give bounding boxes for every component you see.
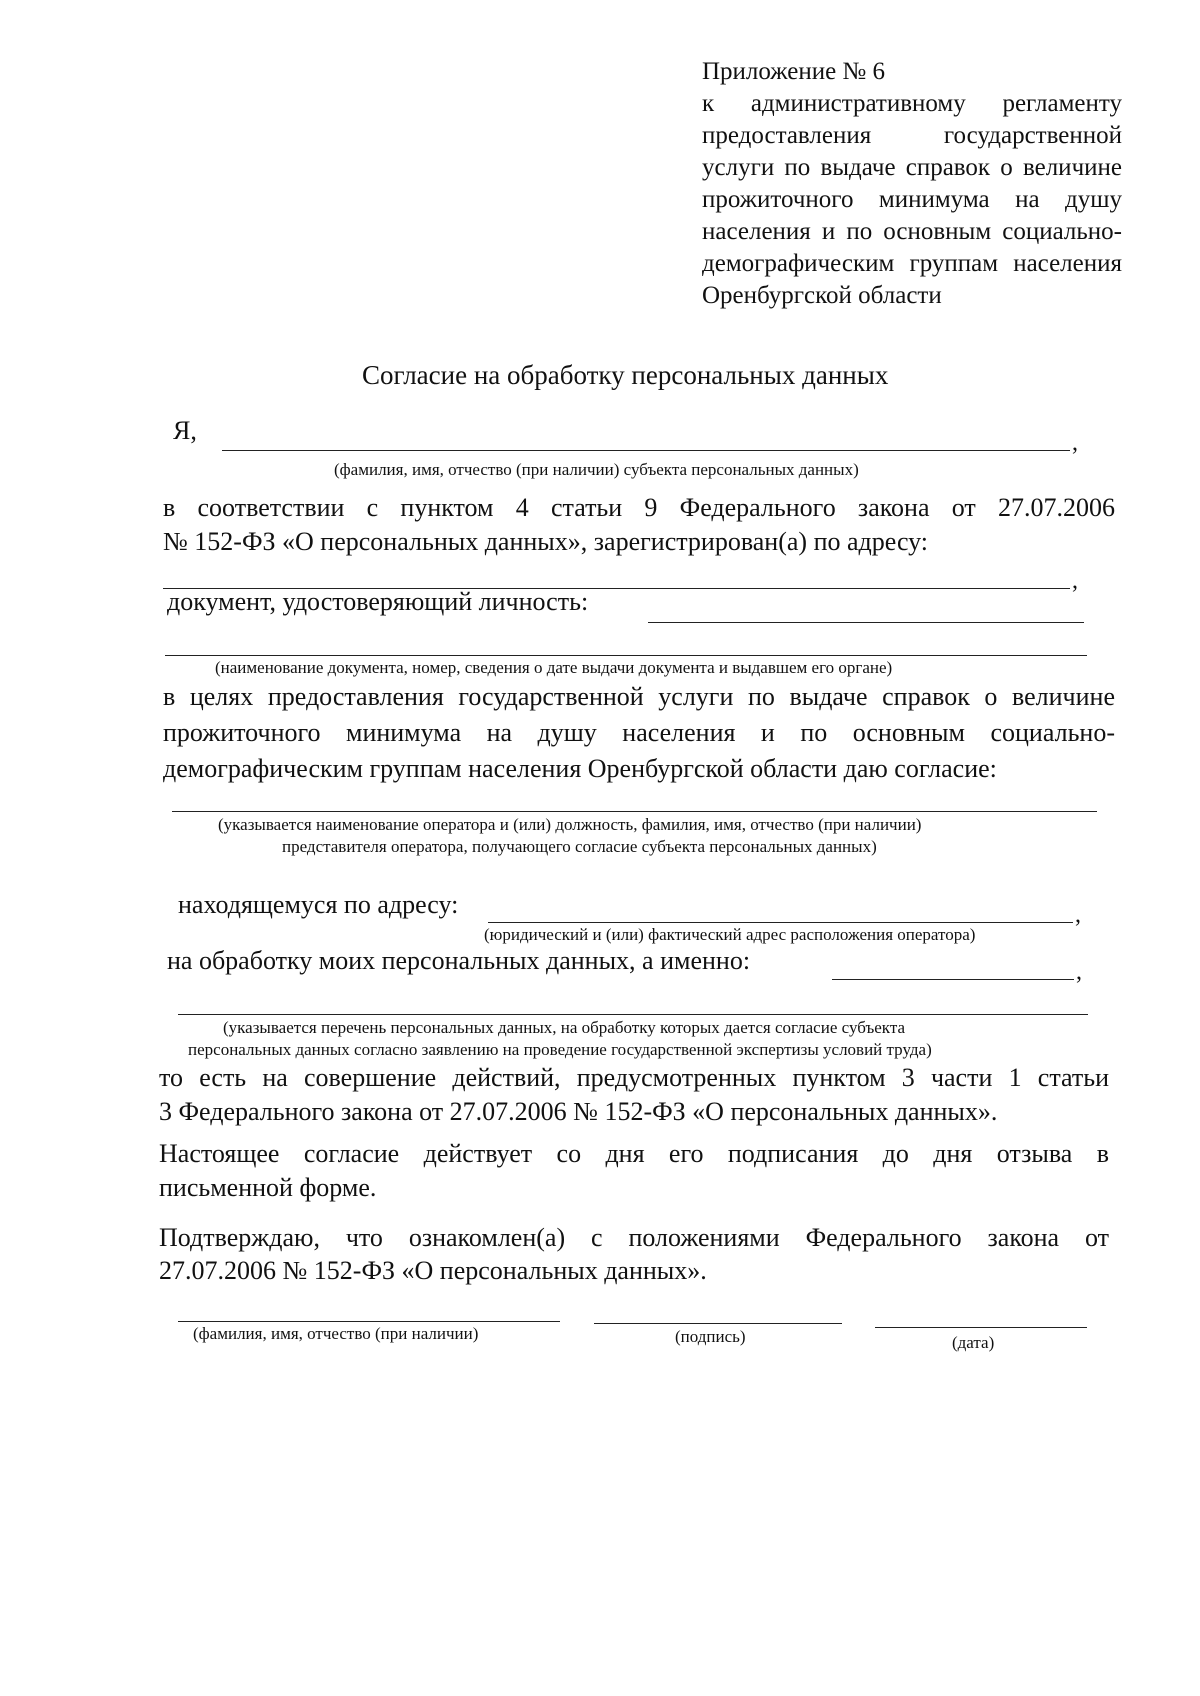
comma: , — [1075, 902, 1081, 928]
operator-field-line[interactable] — [172, 811, 1097, 812]
annex-number: Приложение № 6 — [702, 58, 886, 85]
operator-address-label: находящемуся по адресу: — [178, 890, 459, 919]
annex-line: услуги по выдаче справок о величине — [702, 154, 1122, 181]
processing-label: на обработку моих персональных данных, а именно: — [167, 946, 751, 975]
caption-address: (юридический и (или) фактический адрес расположения оператора) — [484, 925, 976, 944]
annex-line: к административному регламенту — [702, 90, 1122, 117]
operator-address-field-line[interactable] — [488, 922, 1073, 923]
identity-document-field-line-2[interactable] — [165, 655, 1087, 656]
signature-fio-line[interactable] — [178, 1321, 560, 1322]
caption-signature-date: (дата) — [952, 1333, 995, 1352]
identity-document-label: документ, удостоверяющий личность: — [167, 587, 589, 616]
personal-data-field-line[interactable] — [832, 979, 1074, 980]
annex-line: прожиточного минимума на душу — [702, 186, 1122, 213]
caption-operator: (указывается наименование оператора и (или) должность, фамилия, имя, отчество (при наличии) — [218, 815, 922, 834]
caption-signature-fio: (фамилия, имя, отчество (при наличии) — [193, 1324, 479, 1343]
personal-data-field-line-2[interactable] — [178, 1014, 1088, 1015]
paragraph-law-line: в соответствии с пунктом 4 статьи 9 Федерального закона от 27.07.2006 — [163, 493, 1115, 522]
document-title: Согласие на обработку персональных данных — [362, 360, 889, 390]
caption-operator: представителя оператора, получающего согласие субъекта персональных данных) — [282, 837, 877, 856]
paragraph-validity-line: Настоящее согласие действует со дня его подписания до дня отзыва в — [159, 1139, 1109, 1168]
paragraph-actions-line: то есть на совершение действий, предусмотренных пунктом 3 части 1 статьи — [159, 1063, 1109, 1092]
paragraph-confirm-line: 27.07.2006 № 152-ФЗ «О персональных данных». — [159, 1256, 707, 1285]
caption-signature: (подпись) — [675, 1327, 746, 1346]
identity-document-field-line[interactable] — [648, 622, 1084, 623]
caption-data-list: персональных данных согласно заявлению на проведение государственной экспертизы условий труда) — [188, 1040, 932, 1059]
ya-label: Я, — [173, 416, 197, 445]
comma: , — [1076, 959, 1082, 985]
annex-line: демографическим группам населения — [702, 250, 1122, 277]
paragraph-purpose-line: прожиточного минимума на душу населения и по основным социально- — [163, 718, 1115, 747]
paragraph-law-line: № 152-ФЗ «О персональных данных», зарегистрирован(а) по адресу: — [163, 527, 929, 556]
caption-fio-subject: (фамилия, имя, отчество (при наличии) субъекта персональных данных) — [334, 460, 859, 479]
comma: , — [1072, 568, 1078, 594]
fio-field-line[interactable] — [222, 450, 1070, 451]
caption-data-list: (указывается перечень персональных данных, на обработку которых дается согласие субъекта — [223, 1018, 906, 1037]
paragraph-actions-line: 3 Федерального закона от 27.07.2006 № 152-ФЗ «О персональных данных». — [159, 1097, 998, 1126]
annex-header — [702, 56, 1122, 312]
annex-line: населения и по основным социально- — [702, 218, 1122, 245]
paragraph-purpose-line: демографическим группам населения Оренбургской области даю согласие: — [163, 754, 997, 783]
signature-line[interactable] — [594, 1323, 842, 1324]
comma: , — [1072, 430, 1078, 456]
annex-line: предоставления государственной — [702, 122, 1122, 149]
paragraph-validity-line: письменной форме. — [159, 1173, 377, 1202]
paragraph-purpose-line: в целях предоставления государственной услуги по выдаче справок о величине — [163, 682, 1115, 711]
signature-date-line[interactable] — [875, 1327, 1087, 1328]
caption-document: (наименование документа, номер, сведения о дате выдачи документа и выдавшем его органе) — [215, 658, 893, 677]
annex-line: Оренбургской области — [702, 282, 942, 309]
paragraph-confirm-line: Подтверждаю, что ознакомлен(а) с положениями Федерального закона от — [159, 1223, 1109, 1252]
